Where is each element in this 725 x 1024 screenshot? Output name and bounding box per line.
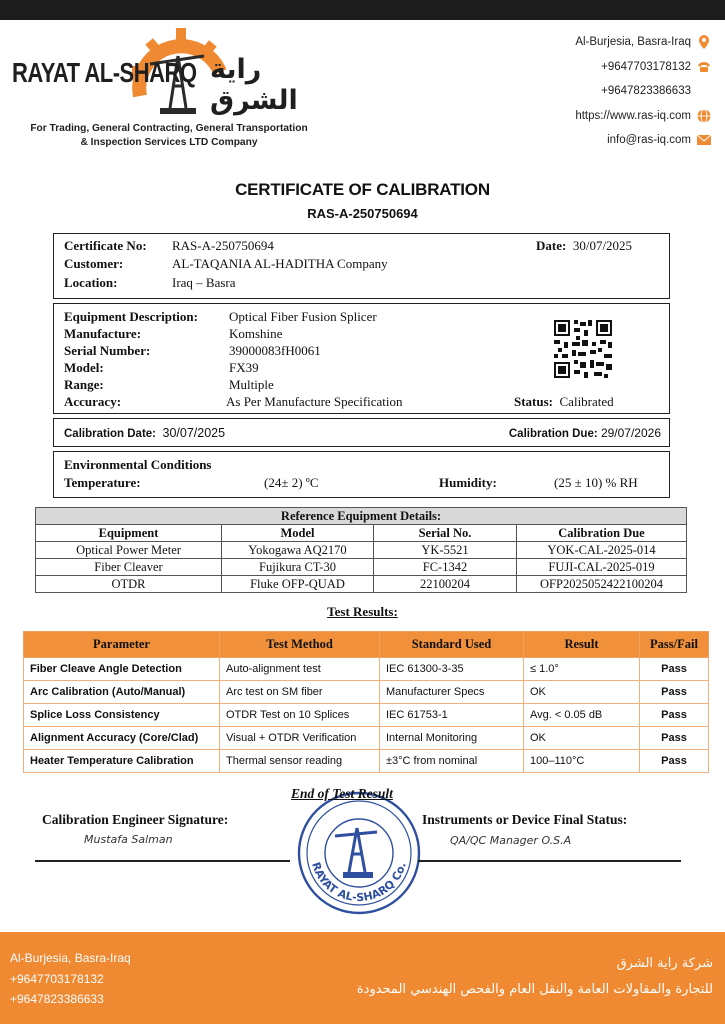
manufacture-value: Komshine [229,326,283,341]
pass-fail-cell: Pass [640,727,709,750]
table-cell: OTDR Test on 10 Splices [220,704,380,727]
table-cell: OK [524,681,640,704]
footer-phone2: +9647823386633 [10,992,104,1006]
table-cell: Thermal sensor reading [220,750,380,773]
column-header: Equipment [36,525,222,542]
equipment-description-value: Optical Fiber Fusion Splicer [229,309,377,324]
table-cell: OFP2025052422100204 [517,576,687,593]
table-cell: IEC 61753-1 [380,704,524,727]
model-label: Model: [64,360,104,375]
serial-number-value: 39000083fH0061 [229,343,321,358]
table-cell: Fujikura CT-30 [222,559,374,576]
manufacture-label: Manufacture: [64,326,142,341]
date-value: 30/07/2025 [572,238,633,253]
table-row [36,559,687,576]
table-cell: Auto-alignment test [220,658,380,681]
test-results-title: Test Results: [327,604,398,619]
model-value: FX39 [229,360,259,375]
contact-website-text[interactable]: https://www.ras-iq.com [575,109,691,122]
column-header: Parameter [24,632,220,658]
table-cell: Alignment Accuracy (Core/Clad) [24,727,220,750]
engineer-signature-label: Calibration Engineer Signature: [42,812,229,827]
final-status-label: Instruments or Device Final Status: [422,812,628,827]
reference-equipment-table [35,507,687,593]
footer-company-arabic-sub: للتجارة والمقاولات العامة والنقل العام والفحص الهندسي المحدودة [356,982,713,997]
customer-value: AL-TAQANIA AL-HADITHA Company [172,256,388,271]
calibration-date-value: 30/07/2025 [162,426,226,440]
table-cell: 22100204 [374,576,517,593]
calibration-due-label: Calibration Due: [508,428,598,440]
logo-subtitle [14,122,324,150]
column-header: Standard Used [380,632,524,658]
status-label: Status: [514,394,554,409]
range-value: Multiple [229,377,274,392]
table-cell: Internal Monitoring [380,727,524,750]
qr-code-icon [552,318,614,380]
environment-heading: Environmental Conditions [64,457,212,472]
table-cell: Fluke OFP-QUAD [222,576,374,593]
globe-icon [697,109,711,123]
table-cell: YOK-CAL-2025-014 [517,542,687,559]
table-cell: Arc test on SM fiber [220,681,380,704]
table-row [24,681,709,704]
equipment-description-label: Equipment Description: [64,309,198,324]
table-cell: Arc Calibration (Auto/Manual) [24,681,220,704]
certificate-info-box [53,233,670,299]
contact-phone1-text: +9647703178132 [601,60,691,73]
table-cell: Yokogawa AQ2170 [222,542,374,559]
company-stamp [293,790,425,916]
logo-arabic-name: راية الشرق [210,54,298,116]
table-cell: Manufacturer Specs [380,681,524,704]
table-cell: Fiber Cleave Angle Detection [24,658,220,681]
column-header: Serial No. [374,525,517,542]
table-cell: Avg. < 0.05 dB [524,704,640,727]
logo-subtitle-line2: & Inspection Services LTD Company [80,137,258,148]
certificate-no-value: RAS-A-250750694 [172,238,274,253]
serial-number-label: Serial Number: [64,343,151,358]
table-cell: YK-5521 [374,542,517,559]
table-row [36,542,687,559]
equipment-box [53,303,670,414]
table-row [24,704,709,727]
certificate-id-heading: RAS-A-250750694 [307,206,418,221]
pass-fail-cell: Pass [640,658,709,681]
results-table-header [24,632,709,658]
calibration-date-label: Calibration Date: [64,428,157,440]
table-row [24,658,709,681]
signature-line-left [35,860,290,862]
engineer-signature: Mustafa Salman [84,833,173,846]
footer-contacts [10,948,131,1010]
pass-fail-cell: Pass [640,750,709,773]
table-row [24,727,709,750]
contact-phone2-text: +9647823386633 [601,85,691,98]
table-cell: ≤ 1.0° [524,658,640,681]
contact-address [481,30,711,55]
table-cell: OTDR [36,576,222,593]
contact-phone1 [481,55,711,80]
location-label: Location: [64,275,118,290]
environment-box [53,451,670,498]
table-cell: Visual + OTDR Verification [220,727,380,750]
humidity-value: (25 ± 10) % RH [554,475,638,490]
table-cell: Splice Loss Consistency [24,704,220,727]
location-pin-icon [697,35,711,49]
contact-email-text[interactable]: info@ras-iq.com [607,134,691,147]
column-header: Test Method [220,632,380,658]
calibration-dates-box [53,418,670,447]
table-cell: 100–110°C [524,750,640,773]
header-contacts [481,30,711,153]
accuracy-label: Accuracy: [64,394,122,409]
footer-company-arabic: شركة راية الشرق [616,956,713,971]
top-bar [0,0,725,20]
pass-fail-cell: Pass [640,681,709,704]
table-cell: Optical Power Meter [36,542,222,559]
table-cell: Heater Temperature Calibration [24,750,220,773]
status-value: Calibrated [559,394,614,409]
accuracy-value: As Per Manufacture Specification [226,394,403,409]
end-of-test-result: End of Test Result [291,786,393,801]
envelope-icon [697,133,711,147]
table-cell: IEC 61300-3-35 [380,658,524,681]
certificate-no-label: Certificate No: [64,238,147,253]
reference-table-header [36,525,687,542]
footer-phone1: +9647703178132 [10,971,104,986]
temperature-value: (24± 2) ºC [264,475,319,490]
table-row [24,750,709,773]
table-cell: Fiber Cleaver [36,559,222,576]
table-cell: ±3°C from nominal [380,750,524,773]
logo-subtitle-line1: For Trading, General Contracting, General Transportation [30,123,308,134]
table-cell: OK [524,727,640,750]
range-label: Range: [64,377,104,392]
pass-fail-cell: Pass [640,704,709,727]
contact-email[interactable] [481,128,711,153]
temperature-label: Temperature: [64,475,141,490]
test-results-table [23,631,709,773]
footer-address: Al-Burjesia, Basra-Iraq [10,951,131,965]
column-header: Calibration Due [517,525,687,542]
footer [0,932,725,1024]
phone-icon [697,60,711,74]
signature-line-right [418,860,681,862]
humidity-label: Humidity: [439,475,497,490]
manager-signature: QA/QC Manager O.S.A [450,834,572,847]
location-value: Iraq – Basra [172,275,236,290]
column-header: Model [222,525,374,542]
column-header: Result [524,632,640,658]
table-cell: FUJI-CAL-2025-019 [517,559,687,576]
table-cell: FC-1342 [374,559,517,576]
contact-address-text: Al-Burjesia, Basra-Iraq [575,36,691,49]
customer-label: Customer: [64,256,124,271]
calibration-due-value: 29/07/2026 [600,426,661,440]
contact-phone2 [481,79,711,104]
document-title: CERTIFICATE OF CALIBRATION [235,180,490,199]
svg-text:RAYAT AL-SHARQ Co. [309,861,409,905]
date-label: Date: [536,238,567,253]
logo-english-name: RAYAT AL-SHARQ [12,56,197,88]
table-row [36,576,687,593]
column-header: Pass/Fail [640,632,709,658]
contact-website[interactable] [481,104,711,129]
company-logo [8,24,338,154]
reference-table-caption: Reference Equipment Details: [36,508,687,525]
stamp-text: RAYAT AL-SHARQ Co. [309,860,409,905]
